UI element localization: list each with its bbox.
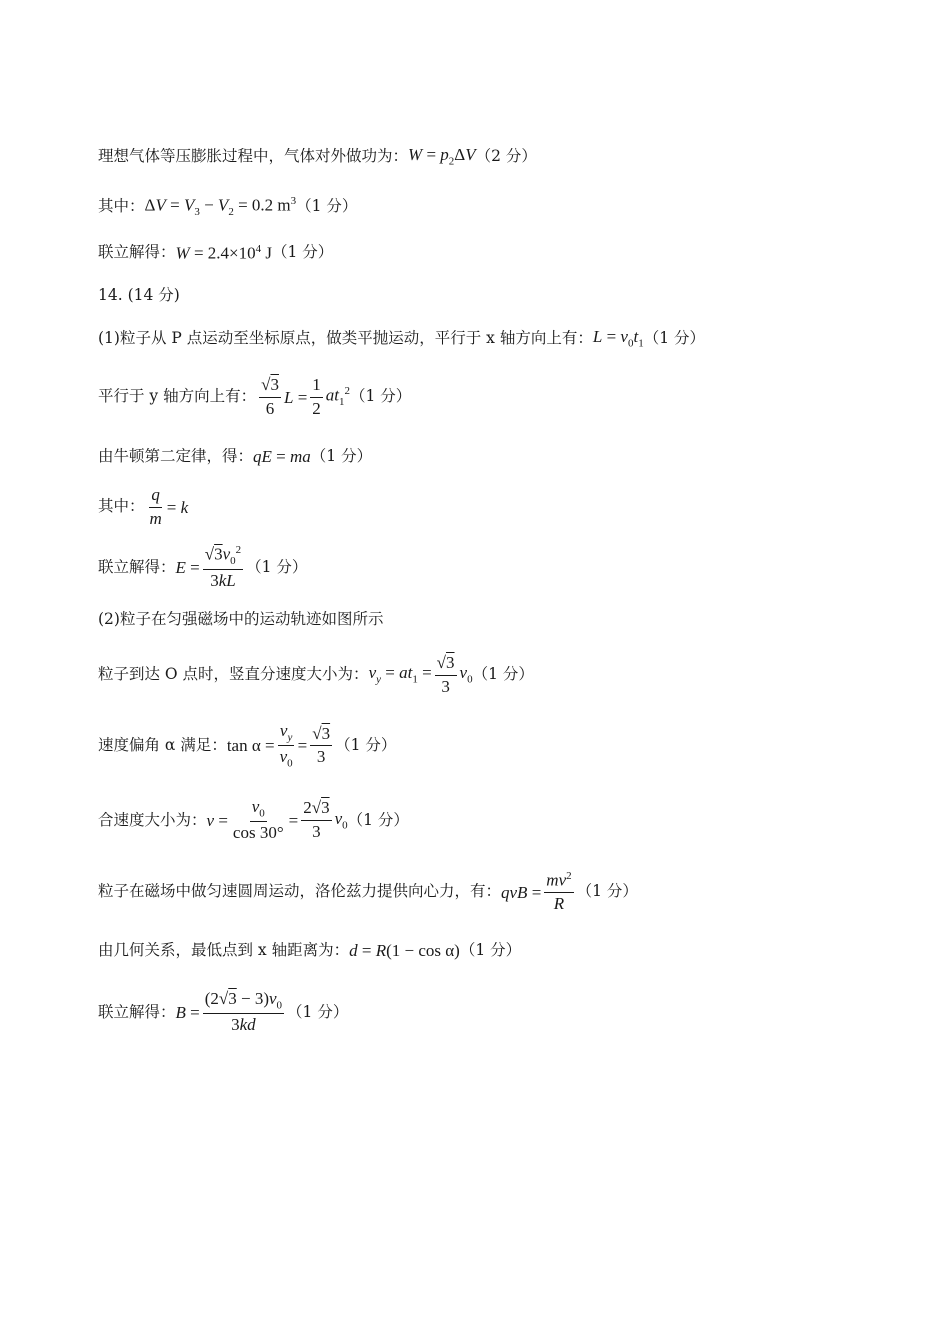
score-label: （1 分） [272, 243, 334, 262]
line-text: 理想气体等压膨胀过程中，气体对外做功为： [98, 146, 409, 165]
fraction-v0-over-cos30: $\frac{v_0}{\cos 30^\circ}$ [232, 797, 284, 843]
line-text: 其中： [98, 497, 145, 516]
line-e-result: 联立解得： E = $\frac{√3v_0^2}{3kL}$ （1 分） [98, 544, 308, 591]
line-text: 粒子到达 O 点时，竖直分速度大小为： [98, 665, 369, 684]
fraction-one-half: $\frac{1}{2}$ [312, 375, 321, 418]
question-number: 14. (14 分) [98, 286, 180, 304]
line-q-over-m: 其中： $\frac{q}{m}$ = k [98, 485, 189, 528]
score-label: （1 分） [287, 1002, 349, 1021]
line-vy: 粒子到达 O 点时，竖直分速度大小为： $v_y = at_1$ = $\frac{√3}{3}$ $v_0$ （1 分） [98, 653, 534, 696]
question-heading [98, 288, 180, 304]
line-text: 合速度大小为： [98, 810, 207, 829]
fraction-b: $\frac{(2√3 - 3)v_0}{3kd}$ [204, 989, 283, 1035]
line-text: 联立解得： [98, 243, 176, 262]
line-tan-alpha: 速度偏角 α 满足： tan α = $\frac{v_y}{v_0}$ = $\frac{√3}{3}$ （1 分） [98, 721, 397, 770]
line-newton [98, 448, 372, 465]
line-part2-heading [98, 612, 383, 628]
line-work-result [98, 244, 333, 262]
fraction-q-over-m: $\frac{q}{m}$ [149, 485, 162, 528]
line-work-formula [98, 146, 537, 167]
line-text: 联立解得： [98, 557, 176, 576]
line-text: (1)粒子从 P 点运动至坐标原点，做类平抛运动，平行于 x 轴方向上有： [98, 328, 593, 347]
score-label: （1 分） [347, 810, 409, 829]
formula-work: $W = p_2\Delta V$ [408, 145, 476, 168]
line-b-result: 联立解得： B = $\frac{(2√3 - 3)v_0}{3kd}$ （1 分） [98, 989, 349, 1035]
fraction-e: $\frac{√3v_0^2}{3kL}$ [204, 544, 242, 591]
formula-l: $L = v_0t_1$ [592, 327, 644, 350]
score-label: （1 分） [472, 665, 534, 684]
line-v: 合速度大小为： v = $\frac{v_0}{\cos 30^\circ}$ = $\frac{2√3}{3}$ $v_0$ （1 分） [98, 797, 409, 843]
fraction-sqrt3-over-6: $\frac{√3}{6}$ [261, 375, 279, 418]
line-text: 速度偏角 α 满足： [98, 736, 227, 755]
line-text: 平行于 y 轴方向上有： [98, 387, 257, 406]
fraction-mv2-over-r: $\frac{mv^2}{R}$ [546, 870, 572, 914]
fraction-vy-over-v0: $\frac{v_y}{v_0}$ [279, 721, 293, 770]
line-lorentz: 粒子在磁场中做匀速圆周运动，洛伦兹力提供向心力，有： qvB = $\frac{mv^2}{R}$ （1 分） [98, 870, 638, 914]
score-label: （1 分） [459, 940, 522, 959]
line-text: 粒子在磁场中做匀速圆周运动，洛伦兹力提供向心力，有： [98, 882, 502, 901]
formula-newton: qE = ma [253, 447, 311, 466]
score-label: （1 分） [576, 882, 638, 901]
formula-delta-v: $\Delta V = V_3 - V_2 = 0.2$ $m^3$ [144, 195, 297, 219]
formula-work-result: $W = 2.4\times 10^4$ J [175, 243, 272, 263]
line-geometry [98, 942, 521, 959]
fraction-sqrt3-over-3: $\frac{√3}{3}$ [312, 723, 331, 767]
line-text: 由牛顿第二定律，得： [98, 446, 254, 465]
line-part1-x [98, 328, 705, 349]
line-text: 由几何关系，最低点到 x 轴距离为： [98, 940, 350, 959]
score-label: （1 分） [296, 197, 358, 216]
line-part1-y: 平行于 y 轴方向上有： $\frac{√3}{6}$ L = $\frac{1}{2}$ $at_1^2$ （1 分） [98, 375, 412, 418]
line-text: (2)粒子在匀强磁场中的运动轨迹如图所示 [98, 610, 384, 628]
score-label: （1 分） [350, 387, 412, 406]
line-text: 联立解得： [98, 1002, 176, 1021]
score-label: （2 分） [475, 146, 537, 165]
line-text: 其中： [98, 197, 145, 216]
fraction-sqrt3-over-3: $\frac{√3}{3}$ [436, 653, 455, 696]
score-label: （1 分） [335, 736, 397, 755]
line-delta-v [98, 196, 357, 218]
fraction-2sqrt3-over-3: $\frac{2√3}{3}$ [303, 798, 330, 842]
score-label: （1 分） [643, 328, 705, 347]
score-label: （1 分） [246, 557, 308, 576]
formula-d: d = R(1 − cos α) [349, 941, 460, 960]
score-label: （1 分） [310, 446, 373, 465]
